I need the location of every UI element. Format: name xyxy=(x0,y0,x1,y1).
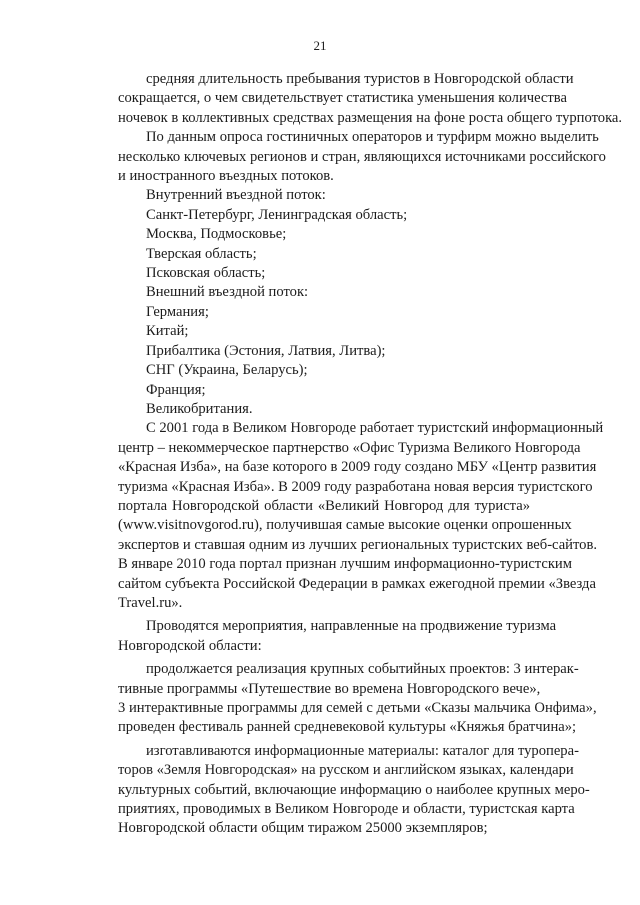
paragraph xyxy=(118,70,623,128)
list-item: Санкт-Петербург, Ленинградская область; xyxy=(146,206,408,223)
list-item: Великобритания. xyxy=(146,400,253,417)
text-line: В январе 2010 года портал признан лучшим информационно-туристским xyxy=(118,556,572,573)
text-line: Новгородской области общим тиражом 25000 экземпляров; xyxy=(118,820,488,837)
text-line: С 2001 года в Великом Новгороде работает туристский информационный xyxy=(146,420,604,437)
list-item: Тверская область; xyxy=(146,245,257,262)
text-line: Новгородской области: xyxy=(118,637,262,654)
text-line: проведен фестиваль ранней средневековой культуры «Княжья братчина»; xyxy=(118,719,577,736)
text-line: 3 интерактивные программы для семей с детьми «Сказы мальчика Онфима», xyxy=(118,700,597,716)
list-item: Германия; xyxy=(146,303,209,320)
paragraph xyxy=(118,742,590,839)
text-line: По данным опроса гостиничных операторов и турфирм можно выделить xyxy=(146,129,599,146)
list-item: Китай; xyxy=(146,323,189,340)
text-line: и иностранного въездных потоков. xyxy=(118,168,334,185)
list-item: Внешний въездной поток: xyxy=(146,284,309,301)
paragraph xyxy=(118,419,604,613)
page-number: 21 xyxy=(313,38,327,53)
text-line: продолжается реализация крупных событийных проектов: 3 интерак- xyxy=(146,661,579,678)
text-line: центр – некоммерческое партнерство «Офис Туризма Великого Новгорода xyxy=(118,439,581,456)
text-line: Travel.ru». xyxy=(118,594,183,611)
text-line: Проводятся мероприятия, направленные на продвижение туризма xyxy=(146,618,557,635)
list-item: Франция; xyxy=(146,381,206,398)
text-line: средняя длительность пребывания туристов в Новгородской области xyxy=(146,71,574,87)
text-line: портала Новгородской области «Великий Новгород для туриста» xyxy=(118,497,530,514)
document-body xyxy=(118,70,623,839)
paragraph xyxy=(118,128,606,186)
text-line: сокращается, о чем свидетельствует статистика уменьшения количества xyxy=(118,90,567,107)
list-item: Внутренний въездной поток: xyxy=(146,187,326,204)
text-line: сайтом субъекта Российской Федерации в рамках ежегодной премии «Звезда xyxy=(118,575,596,592)
text-line: туризма «Красная Изба». В 2009 году разработана новая версия туристского xyxy=(118,478,593,495)
paragraph xyxy=(118,617,557,656)
text-line: (www.visitnovgorod.ru), получившая самые высокие оценки опрошенных xyxy=(118,517,572,534)
text-line: ночевок в коллективных средствах размещения на фоне роста общего турпотока. xyxy=(118,109,623,126)
list-item: СНГ (Украина, Беларусь); xyxy=(146,362,308,379)
text-line: культурных событий, включающие информацию о наиболее крупных меро- xyxy=(118,781,590,798)
list-item: Прибалтика (Эстония, Латвия, Литва); xyxy=(146,342,386,359)
list-item: Псковская область; xyxy=(146,265,266,282)
text-line: «Красная Изба», на базе которого в 2009 году создано МБУ «Центр развития xyxy=(118,459,597,476)
text-line: экспертов и ставшая одним из лучших региональных туристских веб-сайтов. xyxy=(118,536,598,553)
text-line: тивные программы «Путешествие во времена Новгородского вече», xyxy=(118,680,541,697)
paragraph xyxy=(118,660,597,738)
text-line: торов «Земля Новгородская» на русском и английском языках, календари xyxy=(118,762,574,779)
list-item: Москва, Подмосковье; xyxy=(146,226,287,243)
text-line: приятиях, проводимых в Великом Новгороде и области, туристская карта xyxy=(118,801,575,818)
text-line: изготавливаются информационные материалы: каталог для туропера- xyxy=(146,742,579,759)
text-line: несколько ключевых регионов и стран, являющихся источниками российского xyxy=(118,148,606,165)
